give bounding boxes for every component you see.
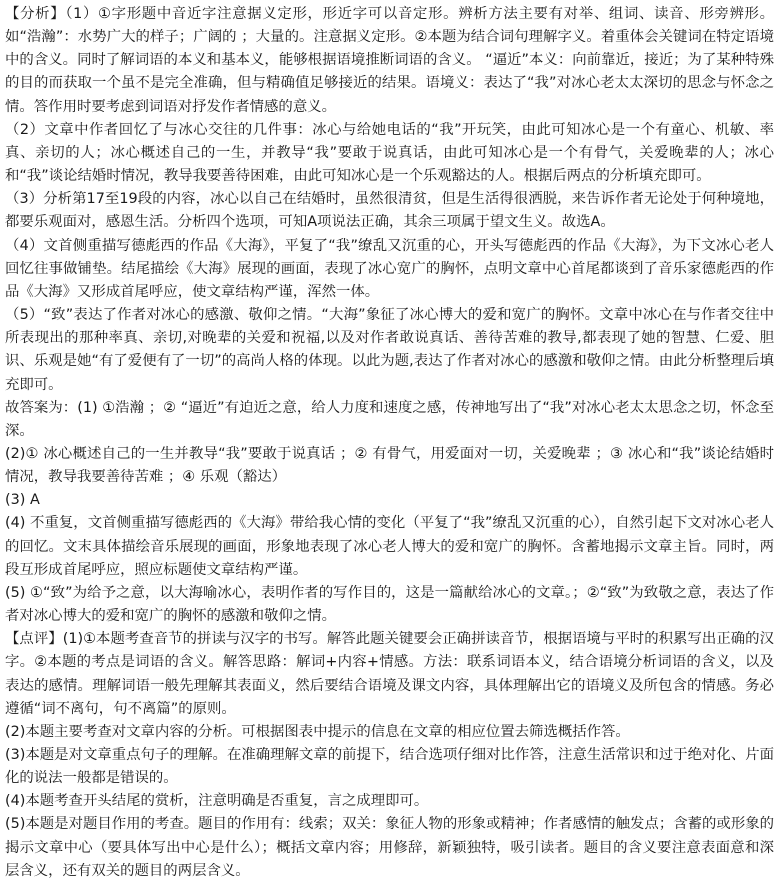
analysis-paragraph-5: （5）“致”表达了作者对冰心的感激、敬仰之情。“大海”象征了冰心博大的爱和宽广的胸怀。文章中冰心在与作者交往中所表现出的那种率真、亲切,对晚辈的关爱和祝福,以及对作者敢说真话、善待苦难的教导,都表现了她的智慧、仁爱、胆识、乐观是她“有了爱便有了一切”的高尚人格的体现。以此为题,表达了作者对冰心的感激和敬仰之情。由此分析整理后填充即可。 <box>5 307 774 393</box>
analysis-paragraph-2: （2）文章中作者回忆了与冰心交往的几件事：冰心与给她电话的“我”开玩笑，由此可知冰心是一个有童心、机敏、率真、亲切的人；冰心概述自己的一生，并教导“我”要敢于说真话，由此可知冰心是一个有骨气，关爱晚辈的人；冰心和“我”谈论结婚时情况，教导我要善待困难，由此可知冰心是一个乐观豁达的人。根据后两点的分析填充即可。 <box>5 121 774 185</box>
analysis-paragraph-3: （3）分析第17至19段的内容，冰心以自己在结婚时，虽然很清贫，但是生活得很洒脱，来告诉作者无论处于何种境地，都要乐观面对，感恩生活。分析四个选项，可知A项说法正确，其余三项属于望文生义。故选A。 <box>5 191 774 231</box>
comment-3: (3)本题是对文章重点句子的理解。在准确理解文章的前提下，结合选项仔细对比作答，注意生活常识和过于绝对化、片面化的说法一般都是错误的。 <box>5 747 774 787</box>
analysis-paragraph-4: （4）文首侧重描写德彪西的作品《大海》，平复了“我”缭乱又沉重的心，开头写德彪西的作品《大海》，为下文冰心老人回忆往事做铺垫。结尾描绘《大海》展现的画面，表现了冰心宽广的胸怀，点明文章中心首尾都谈到了音乐家德彪西的作品《大海》又形成首尾呼应，使文章结构严谨，浑然一体。 <box>5 237 774 300</box>
answer-4: (4) 不重复，文首侧重描写德彪西的《大海》带给我心情的变化（平复了“我”缭乱又沉重的心），自然引起下文对冰心老人的回忆。文末具体描绘音乐展现的画面，形象地表现了冰心老人博大的爱和宽广的胸怀。含蓄地揭示文章主旨。同时，两段互形成首尾呼应，照应标题使文章结构严谨。 <box>5 515 774 578</box>
comment-1: 【点评】(1)①本题考查音节的拼读与汉字的书写。解答此题关键要会正确拼读音节，根据语境与平时的积累写出正确的汉字。②本题的考点是词语的含义。解答思路：解词+内容+情感。方法：联系词语本义，结合语境分析词语的含义，以及表达的感情。理解词语一般先理解其表面义，然后要结合语境及课文内容，具体理解出它的语境义及所包含的情感。务必遵循“词不离句，句不离篇”的原则。 <box>5 631 774 717</box>
analysis-paragraph-1: 【分析】（1）①字形题中音近字注意据义定形，形近字可以音定形。辨析方法主要有对举、组词、读音、形旁辨形。如“浩瀚”：水势广大的样子；广阔的 ；大量的。注意据义定形。②本题为结合词句理解字义。着重体会关键词在特定语境中的含义。同时了解词语的本义和基本义，能够根据语境推断词语的含义。 “逼近”本义：向前靠近，接近；为了某种特殊的目的而获取一个虽不是完全准确，但与精确值足够接近的结果。语境义：表达了“我”对冰心老太太深切的思念与怀念之情。答作用时要考虑到词语对抒发作者情感的意义。 <box>5 6 774 115</box>
comment-5: (5)本题是对题目作用的考查。题目的作用有：线索；双关：象征人物的形象或精神；作者感情的触发点；含蓄的或形象的揭示文章中心（要具体写出中心是什么）；概括文章内容；用修辞，新颖独特，吸引读者。题目的含义要注意表面意和深层含义，还有双关的题目的两层含义。 <box>5 816 774 879</box>
answer-1: 故答案为：(1) ①浩瀚 ；② “逼近”有迫近之意，给人力度和速度之感，传神地写出了“我”对冰心老太太思念之切，怀念至深。 <box>5 399 774 439</box>
answer-3: (3) A <box>5 492 40 509</box>
answer-2: (2)① 冰心概述自己的一生并教导“我”要敢于说真话 ；② 有骨气，用爱面对一切，关爱晚辈 ；③ 冰心和“我”谈论结婚时情况，教导我要善待苦难 ；④ 乐观（豁达） <box>5 445 774 486</box>
comment-4: (4)本题考查开头结尾的赏析，注意明确是否重复，言之成理即可。 <box>5 793 429 810</box>
answer-5: (5) ①“致”为给予之意，以大海喻冰心，表明作者的写作目的，这是一篇献给冰心的文章。；②“致”为致敬之意，表达了作者对冰心博大的爱和宽广的胸怀的感激和敬仰之情。 <box>5 584 774 625</box>
comment-2: (2)本题主要考查对文章内容的分析。可根据图表中提示的信息在文章的相应位置去筛选概括作答。 <box>5 723 630 740</box>
